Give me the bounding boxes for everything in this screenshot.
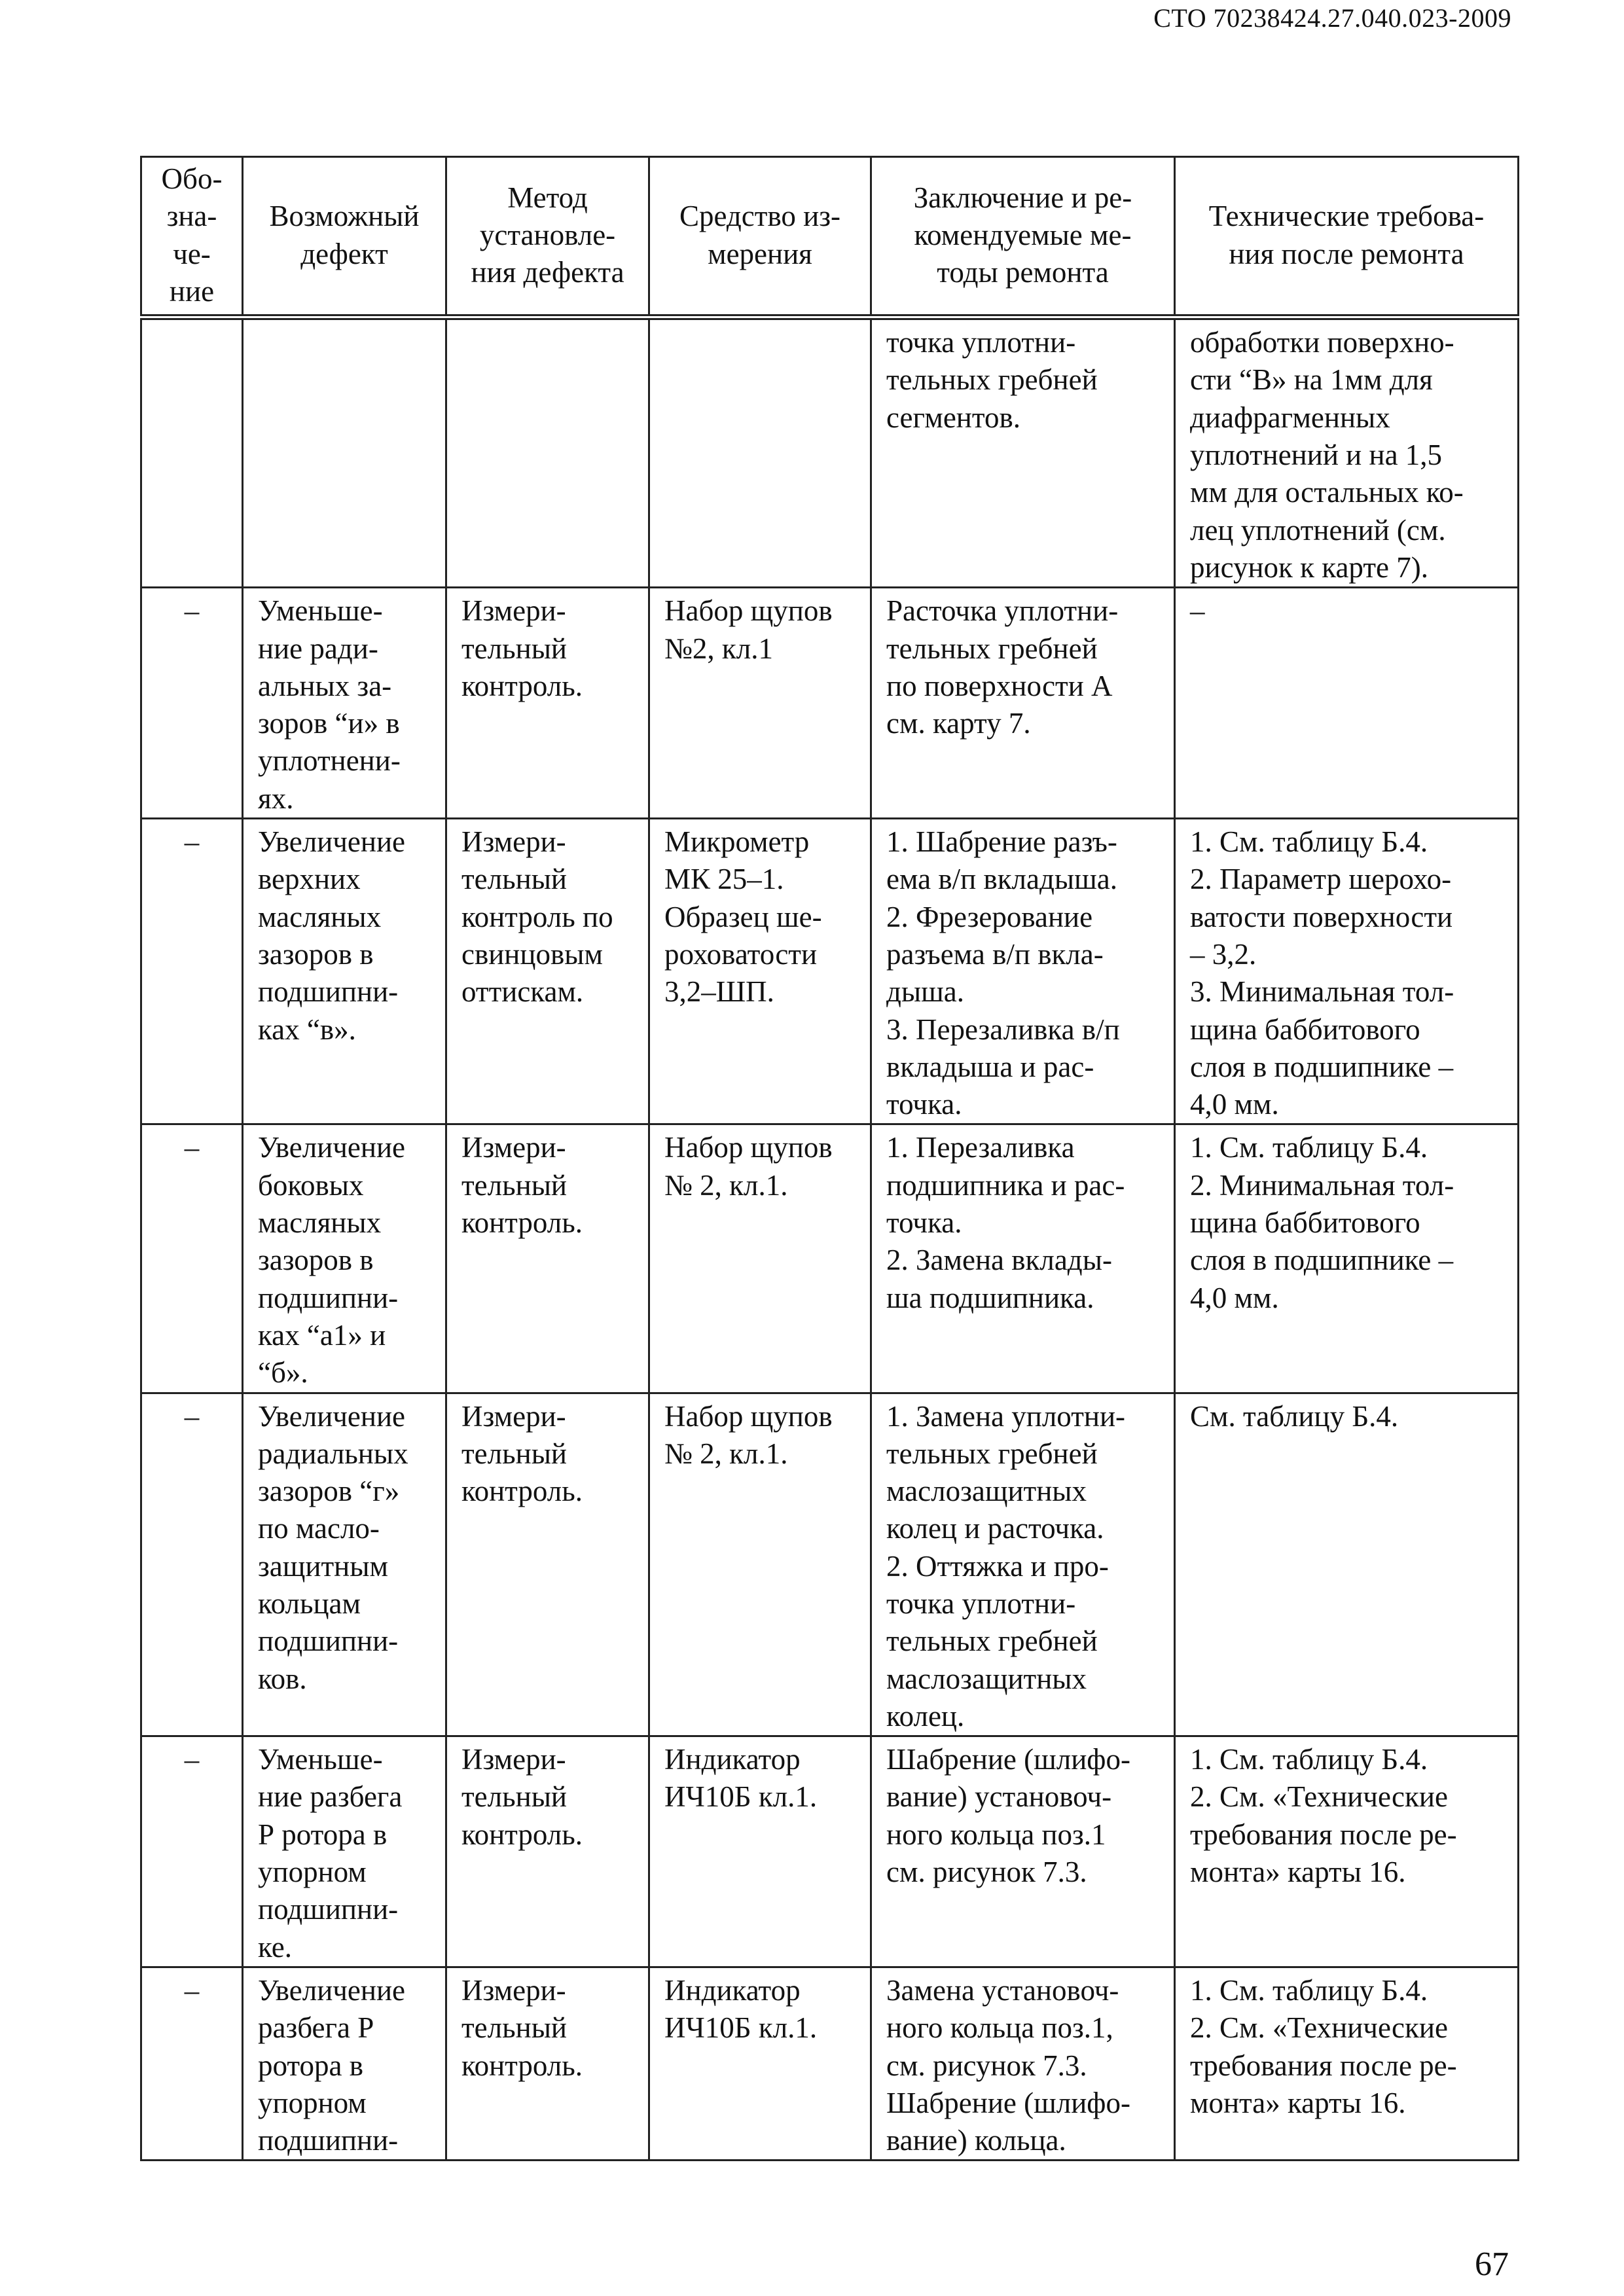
cell-line: ния после ремонта	[1229, 237, 1464, 270]
cell-line: подшипни-	[258, 975, 399, 1009]
cell-line: че-	[173, 237, 211, 270]
cell-line: Увеличение	[258, 1131, 406, 1164]
cell-repair-methods	[871, 1736, 1175, 1967]
cell-method	[446, 1124, 649, 1393]
cell-line: вание) кольца.	[886, 2124, 1066, 2157]
cell-line: кольцам	[258, 1587, 361, 1620]
cell-line: Индикатор	[664, 1743, 801, 1776]
cell-line: тельный	[461, 863, 568, 896]
cell-line: тельный	[461, 1780, 568, 1814]
cell-line: контроль.	[461, 1475, 583, 1508]
cell-line: комендуемые ме-	[914, 218, 1132, 251]
cell-line: Уменьше-	[258, 1743, 383, 1776]
cell-designation	[141, 1124, 243, 1393]
cell-method	[446, 819, 649, 1124]
page-number: 67	[1475, 2246, 1509, 2283]
cell-line: №2, кл.1	[664, 632, 774, 665]
cell-line: Уменьше-	[258, 594, 383, 628]
column-header-method	[446, 157, 649, 317]
cell-line: 2. Замена вклады-	[886, 1244, 1112, 1277]
cell-line: колец и расточка.	[886, 1512, 1104, 1545]
cell-line: дефект	[300, 237, 388, 270]
cell-defect	[243, 1393, 446, 1736]
cell-technical-requirements	[1175, 588, 1519, 819]
cell-line: ков.	[258, 1662, 307, 1695]
column-header-designation	[141, 157, 243, 317]
cell-line: –	[184, 1399, 200, 1433]
cell-line: рисунок к карте 7).	[1190, 550, 1428, 584]
cell-line: 3. Перезаливка в/п	[886, 1013, 1120, 1046]
cell-line: свинцовым	[461, 937, 603, 971]
cell-line: тельных гребней	[886, 1437, 1098, 1470]
cell-line: Образец ше-	[664, 900, 822, 933]
cell-line: колец.	[886, 1699, 965, 1732]
cell-line: сегментов.	[886, 401, 1020, 434]
cell-line: точка.	[886, 1206, 962, 1240]
cell-line: зазоров в	[258, 937, 374, 971]
cell-line: ках “в».	[258, 1013, 356, 1046]
cell-line: радиальных	[258, 1437, 408, 1470]
cell-line: вкладыша и рас-	[886, 1050, 1094, 1083]
table-header-row	[141, 157, 1519, 317]
cell-line: “б».	[258, 1356, 308, 1390]
cell-line: 2. Оттяжка и про-	[886, 1549, 1109, 1583]
cell-line: сти “В» на 1мм для	[1190, 363, 1433, 397]
cell-repair-methods	[871, 819, 1175, 1124]
cell-line: Измери-	[461, 1399, 566, 1433]
cell-line: альных за-	[258, 669, 392, 702]
cell-line: зазоров в	[258, 1244, 374, 1277]
cell-technical-requirements	[1175, 1393, 1519, 1736]
cell-method	[446, 588, 649, 819]
cell-method	[446, 1393, 649, 1736]
cell-line: МК 25–1.	[664, 863, 784, 896]
cell-line: слоя в подшипнике –	[1190, 1050, 1454, 1083]
cell-line: зоров “и» в	[258, 707, 400, 740]
cell-measuring-tool	[649, 1967, 871, 2160]
cell-line: 4,0 мм.	[1190, 1281, 1279, 1314]
cell-line: –	[184, 1131, 200, 1164]
cell-line: см. рисунок 7.3.	[886, 2049, 1087, 2082]
cell-line: ках “а1» и	[258, 1318, 386, 1352]
cell-line: 1. Замена уплотни-	[886, 1399, 1126, 1433]
cell-line: упорном	[258, 2086, 367, 2119]
cell-line: мм для остальных ко-	[1190, 476, 1464, 509]
cell-line: тельных гребней	[886, 632, 1098, 665]
cell-designation	[141, 588, 243, 819]
cell-defect	[243, 1124, 446, 1393]
defect-table	[140, 156, 1519, 2161]
cell-line: подшипни-	[258, 1281, 399, 1314]
cell-line: упорном	[258, 1856, 367, 1889]
table-row	[141, 1736, 1519, 1967]
cell-line: ИЧ10Б кл.1.	[664, 2011, 818, 2045]
cell-line: установле-	[479, 218, 616, 251]
cell-line: Увеличение	[258, 1399, 406, 1433]
cell-line: точка уплотни-	[886, 326, 1076, 359]
cell-line: Индикатор	[664, 1973, 801, 2007]
cell-designation	[141, 317, 243, 588]
cell-line: подшипни-	[258, 1624, 399, 1658]
cell-line: 2. Минимальная тол-	[1190, 1168, 1454, 1202]
cell-line: Увеличение	[258, 825, 406, 859]
cell-defect	[243, 1736, 446, 1967]
cell-line: точка.	[886, 1088, 962, 1121]
cell-line: 2. Фрезерование	[886, 900, 1093, 933]
cell-line: –	[184, 1973, 200, 2007]
cell-line: верхних	[258, 863, 361, 896]
document-code: СТО 70238424.27.040.023-2009	[1153, 3, 1511, 33]
cell-line: –	[1190, 594, 1205, 628]
cell-line: ватости поверхности	[1190, 900, 1453, 933]
cell-line: Средство из-	[679, 200, 840, 233]
cell-line: ние ради-	[258, 632, 378, 665]
cell-line: 1. Перезаливка	[886, 1131, 1075, 1164]
cell-technical-requirements	[1175, 1736, 1519, 1967]
cell-repair-methods	[871, 1124, 1175, 1393]
cell-line: слоя в подшипнике –	[1190, 1244, 1454, 1277]
cell-line: зазоров “г»	[258, 1475, 400, 1508]
cell-line: монта» карты 16.	[1190, 2086, 1406, 2119]
cell-line: Метод	[507, 181, 588, 214]
cell-line: Измери-	[461, 594, 566, 628]
cell-line: диафрагменных	[1190, 401, 1390, 434]
cell-line: тельный	[461, 1437, 568, 1470]
cell-line: см. карту 7.	[886, 707, 1031, 740]
cell-line: уплотнени-	[258, 744, 401, 778]
cell-method	[446, 317, 649, 588]
cell-defect	[243, 317, 446, 588]
cell-line: маслозащитных	[886, 1662, 1087, 1695]
cell-line: 1. См. таблицу Б.4.	[1190, 1973, 1428, 2007]
cell-line: Измери-	[461, 1973, 566, 2007]
cell-measuring-tool	[649, 588, 871, 819]
cell-technical-requirements	[1175, 819, 1519, 1124]
table-row	[141, 1124, 1519, 1393]
cell-line: щина баббитового	[1190, 1206, 1420, 1240]
cell-method	[446, 1736, 649, 1967]
column-header-measuring-tool	[649, 157, 871, 317]
table-row	[141, 1393, 1519, 1736]
cell-defect	[243, 588, 446, 819]
cell-line: тельный	[461, 632, 568, 665]
cell-line: Шабрение (шлифо-	[886, 2086, 1130, 2119]
cell-line: роховатости	[664, 937, 818, 971]
cell-line: 2. Параметр шерохо-	[1190, 863, 1452, 896]
cell-line: См. таблицу Б.4.	[1190, 1399, 1399, 1433]
cell-line: ние разбега	[258, 1780, 403, 1814]
cell-repair-methods	[871, 317, 1175, 588]
cell-line: Набор щупов	[664, 594, 833, 628]
cell-line: оттискам.	[461, 975, 584, 1009]
cell-line: тельный	[461, 1168, 568, 1202]
cell-line: ния дефекта	[471, 256, 624, 289]
cell-measuring-tool	[649, 1124, 871, 1393]
cell-line: ИЧ10Б кл.1.	[664, 1780, 818, 1814]
cell-line: 2. См. «Технические	[1190, 1780, 1448, 1814]
cell-line: Набор щупов	[664, 1399, 833, 1433]
cell-method	[446, 1967, 649, 2160]
cell-line: Шабрение (шлифо-	[886, 1743, 1130, 1776]
cell-designation	[141, 1393, 243, 1736]
cell-line: Измери-	[461, 1743, 566, 1776]
cell-line: тельных гребней	[886, 363, 1098, 397]
cell-measuring-tool	[649, 819, 871, 1124]
cell-measuring-tool	[649, 1736, 871, 1967]
cell-designation	[141, 819, 243, 1124]
cell-line: контроль.	[461, 669, 583, 702]
cell-line: лец уплотнений (см.	[1190, 513, 1446, 547]
cell-line: маслозащитных	[886, 1475, 1087, 1508]
cell-line: 2. См. «Технические	[1190, 2011, 1448, 2045]
table-row	[141, 317, 1519, 588]
cell-line: Обо-	[161, 162, 223, 195]
cell-line: контроль.	[461, 1206, 583, 1240]
cell-line: – 3,2.	[1190, 937, 1257, 971]
cell-designation	[141, 1967, 243, 2160]
cell-line: 3,2–ШП.	[664, 975, 774, 1009]
cell-line: Увеличение	[258, 1973, 406, 2007]
cell-line: ного кольца поз.1	[886, 1818, 1106, 1851]
cell-line: масляных	[258, 1206, 382, 1240]
cell-repair-methods	[871, 1967, 1175, 2160]
column-header-defect	[243, 157, 446, 317]
table-row	[141, 588, 1519, 819]
cell-line: № 2, кл.1.	[664, 1437, 788, 1470]
cell-technical-requirements	[1175, 1967, 1519, 2160]
cell-line: Расточка уплотни-	[886, 594, 1119, 628]
cell-line: подшипни-	[258, 1893, 399, 1926]
cell-line: масляных	[258, 900, 382, 933]
cell-line: тельный	[461, 2011, 568, 2045]
cell-line: № 2, кл.1.	[664, 1168, 788, 1202]
cell-defect	[243, 1967, 446, 2160]
cell-line: –	[184, 1743, 200, 1776]
cell-line: ного кольца поз.1,	[886, 2011, 1113, 2045]
cell-line: Технические требова-	[1208, 200, 1485, 233]
cell-line: вание) установоч-	[886, 1780, 1112, 1814]
cell-line: дыша.	[886, 975, 965, 1009]
cell-line: разъема в/п вкла-	[886, 937, 1104, 971]
cell-line: разбега Р	[258, 2011, 374, 2045]
cell-repair-methods	[871, 588, 1175, 819]
cell-designation	[141, 1736, 243, 1967]
cell-line: 1. Шабрение разъ-	[886, 825, 1117, 859]
cell-line: боковых	[258, 1168, 364, 1202]
cell-line: контроль.	[461, 2049, 583, 2082]
cell-line: контроль.	[461, 1818, 583, 1851]
cell-line: защитным	[258, 1549, 388, 1583]
cell-line: Р ротора в	[258, 1818, 388, 1851]
cell-line: тельных гребней	[886, 1624, 1098, 1658]
table-row	[141, 1967, 1519, 2160]
cell-line: 1. См. таблицу Б.4.	[1190, 1743, 1428, 1776]
cell-line: Измери-	[461, 825, 566, 859]
cell-line: тоды ремонта	[937, 256, 1109, 289]
cell-line: –	[184, 825, 200, 859]
column-header-technical-requirements	[1175, 157, 1519, 317]
cell-line: точка уплотни-	[886, 1587, 1076, 1620]
cell-line: ша подшипника.	[886, 1281, 1094, 1314]
cell-line: Набор щупов	[664, 1131, 833, 1164]
cell-line: подшипни-	[258, 2124, 399, 2157]
cell-repair-methods	[871, 1393, 1175, 1736]
cell-line: монта» карты 16.	[1190, 1856, 1406, 1889]
cell-line: см. рисунок 7.3.	[886, 1856, 1087, 1889]
table-row	[141, 819, 1519, 1124]
column-header-repair-methods	[871, 157, 1175, 317]
cell-technical-requirements	[1175, 317, 1519, 588]
cell-line: обработки поверхно-	[1190, 326, 1454, 359]
cell-line: –	[184, 594, 200, 628]
cell-line: требования после ре-	[1190, 2049, 1457, 2082]
cell-line: ротора в	[258, 2049, 363, 2082]
cell-line: ема в/п вкладыша.	[886, 863, 1117, 896]
cell-line: 4,0 мм.	[1190, 1088, 1279, 1121]
cell-line: по поверхности А	[886, 669, 1113, 702]
cell-line: щина баббитового	[1190, 1013, 1420, 1046]
cell-line: 1. См. таблицу Б.4.	[1190, 1131, 1428, 1164]
cell-technical-requirements	[1175, 1124, 1519, 1393]
cell-line: зна-	[166, 200, 217, 233]
cell-line: Микрометр	[664, 825, 810, 859]
cell-line: по масло-	[258, 1512, 380, 1545]
cell-defect	[243, 819, 446, 1124]
cell-line: Измери-	[461, 1131, 566, 1164]
cell-line: ке.	[258, 1930, 292, 1964]
cell-line: ях.	[258, 781, 294, 815]
cell-line: Возможный	[269, 200, 420, 233]
cell-line: 1. См. таблицу Б.4.	[1190, 825, 1428, 859]
cell-line: Замена установоч-	[886, 1973, 1119, 2007]
cell-measuring-tool	[649, 1393, 871, 1736]
cell-line: требования после ре-	[1190, 1818, 1457, 1851]
cell-line: ние	[169, 274, 215, 308]
cell-measuring-tool	[649, 317, 871, 588]
cell-line: контроль по	[461, 900, 613, 933]
cell-line: подшипника и рас-	[886, 1168, 1125, 1202]
cell-line: 3. Минимальная тол-	[1190, 975, 1454, 1009]
cell-line: Заключение и ре-	[913, 181, 1132, 214]
cell-line: уплотнений и на 1,5	[1190, 439, 1443, 472]
cell-line: мерения	[708, 237, 812, 270]
